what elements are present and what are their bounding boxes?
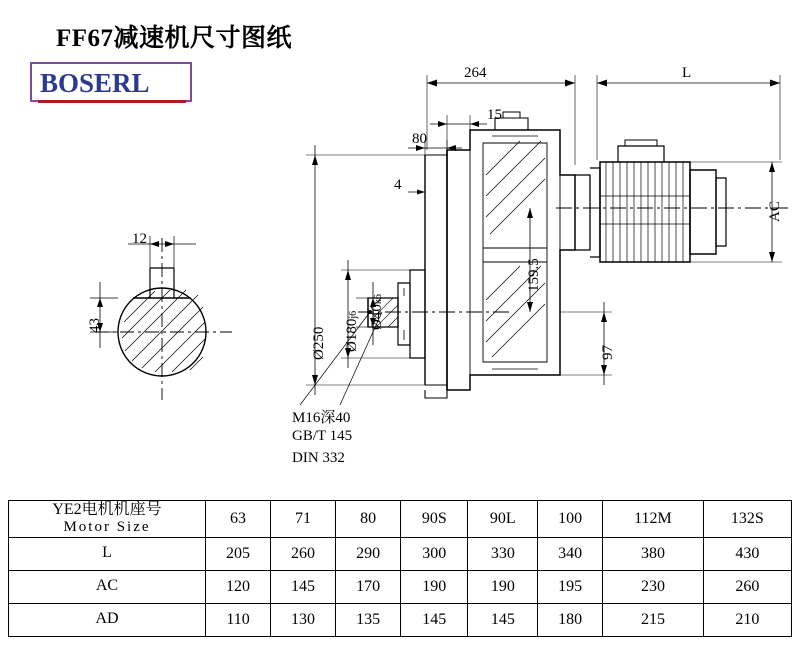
table-cell: 145 xyxy=(271,570,336,603)
dim-left-view-12: 12 xyxy=(132,231,147,247)
table-cell: 145 xyxy=(401,603,468,636)
table-col-header: 71 xyxy=(271,501,336,538)
table-col-header: 80 xyxy=(336,501,401,538)
table-cell: 290 xyxy=(336,537,401,570)
table-col-header: 100 xyxy=(538,501,603,538)
page-title: FF67减速机尺寸图纸 xyxy=(56,25,293,52)
table-header-label-en: Motor Size xyxy=(63,519,151,536)
table-col-header: 132S xyxy=(703,501,791,538)
dim-159-5: 159.5 xyxy=(526,258,542,292)
table-cell: 260 xyxy=(271,537,336,570)
table-col-header: 112M xyxy=(603,501,704,538)
table-cell: 180 xyxy=(538,603,603,636)
table-cell: 135 xyxy=(336,603,401,636)
table-cell: 210 xyxy=(703,603,791,636)
table-cell: 300 xyxy=(401,537,468,570)
table-cell: 430 xyxy=(703,537,791,570)
table-row xyxy=(9,570,792,603)
table-row xyxy=(9,603,792,636)
table-row-label: AD xyxy=(9,603,206,636)
table-row-label: AC xyxy=(9,570,206,603)
table-col-header: 90L xyxy=(468,501,538,538)
dim-L: L xyxy=(682,65,692,81)
note-din-332: DIN 332 xyxy=(292,450,345,466)
dim-97: 97 xyxy=(600,345,616,360)
table-cell: 330 xyxy=(468,537,538,570)
dim-diameter-250: Ø250 xyxy=(311,326,327,360)
table-cell: 145 xyxy=(468,603,538,636)
motor-size-table xyxy=(8,500,792,637)
dim-diameter-40: Ø40k6 xyxy=(369,294,385,330)
table-cell: 170 xyxy=(336,570,401,603)
note-thread-m16: M16深40 xyxy=(292,410,351,426)
dim-264: 264 xyxy=(464,65,487,81)
table-header-label-cn: YE2电机机座号 xyxy=(52,501,162,518)
table-header-label xyxy=(9,501,206,538)
table-cell: 380 xyxy=(603,537,704,570)
table-cell: 260 xyxy=(703,570,791,603)
dim-AC: AC xyxy=(767,201,783,222)
table-cell: 110 xyxy=(206,603,271,636)
table-row-label: L xyxy=(9,537,206,570)
table-header-row xyxy=(9,501,792,538)
table-cell: 195 xyxy=(538,570,603,603)
table-cell: 120 xyxy=(206,570,271,603)
note-gbt-145: GB/T 145 xyxy=(292,428,353,444)
table-cell: 340 xyxy=(538,537,603,570)
table-col-header: 63 xyxy=(206,501,271,538)
dim-left-view-43: 43 xyxy=(87,318,103,333)
dim-80: 80 xyxy=(412,131,427,147)
table-row xyxy=(9,537,792,570)
table-cell: 215 xyxy=(603,603,704,636)
table-cell: 130 xyxy=(271,603,336,636)
dim-4: 4 xyxy=(394,177,402,193)
dim-diameter-180: Ø180j6 xyxy=(344,310,360,352)
dim-15: 15 xyxy=(487,107,502,123)
table-cell: 230 xyxy=(603,570,704,603)
table-col-header: 90S xyxy=(401,501,468,538)
table-cell: 205 xyxy=(206,537,271,570)
brand-logo-text: BOSERL xyxy=(40,68,150,98)
table-cell: 190 xyxy=(401,570,468,603)
table-cell: 190 xyxy=(468,570,538,603)
